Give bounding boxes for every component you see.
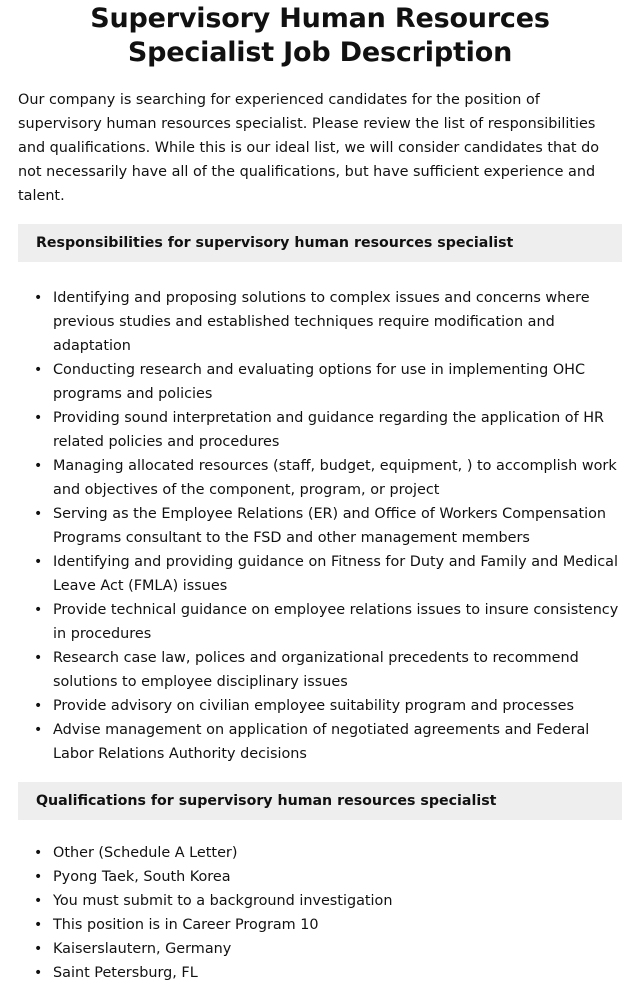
bullet-icon: • — [34, 458, 43, 474]
list-item — [18, 961, 622, 985]
bullet-icon: • — [34, 554, 43, 570]
responsibilities-list — [18, 286, 622, 766]
list-item-text: Managing allocated resources (staff, budget, equipment, ) to accomplish work and objectives of the component, program, or project — [53, 458, 617, 498]
list-item — [18, 841, 622, 865]
list-item-text: This position is in Career Program 10 — [53, 917, 319, 933]
list-item-text: You must submit to a background investigation — [53, 893, 393, 909]
list-item-text: Conducting research and evaluating options for use in implementing OHC programs and policies — [53, 362, 586, 402]
bullet-icon: • — [34, 410, 43, 426]
list-item-text: Providing sound interpretation and guidance regarding the application of HR related policies and procedures — [53, 410, 605, 450]
bullet-icon: • — [34, 290, 43, 306]
qualifications-heading-text: Qualifications for supervisory human resources specialist — [36, 793, 497, 809]
qualifications-list — [18, 841, 622, 985]
bullet-icon: • — [34, 965, 43, 981]
list-item — [18, 646, 622, 694]
list-item — [18, 502, 622, 550]
bullet-icon: • — [34, 602, 43, 618]
list-item — [18, 598, 622, 646]
bullet-icon: • — [34, 698, 43, 714]
list-item — [18, 718, 622, 766]
list-item-text: Saint Petersburg, FL — [53, 965, 198, 981]
list-item-text: Pyong Taek, South Korea — [53, 869, 231, 885]
list-item — [18, 358, 622, 406]
bullet-icon: • — [34, 722, 43, 738]
responsibilities-heading — [18, 224, 622, 262]
list-item-text: Provide technical guidance on employee relations issues to insure consistency in procedures — [53, 602, 619, 642]
list-item — [18, 937, 622, 961]
list-item-text: Advise management on application of negotiated agreements and Federal Labor Relations Authority decisions — [53, 722, 590, 762]
page-title: Supervisory Human Resources Specialist Job Description — [90, 3, 550, 68]
responsibilities-heading-text: Responsibilities for supervisory human resources specialist — [36, 235, 514, 251]
bullet-icon: • — [34, 845, 43, 861]
bullet-icon: • — [34, 893, 43, 909]
list-item-text: Identifying and proposing solutions to complex issues and concerns where previous studies and established techniques require modification and adaptation — [53, 290, 590, 354]
list-item-text: Kaiserslautern, Germany — [53, 941, 232, 957]
list-item-text: Other (Schedule A Letter) — [53, 845, 238, 861]
list-item-text: Provide advisory on civilian employee suitability program and processes — [53, 698, 574, 714]
list-item-text: Serving as the Employee Relations (ER) and Office of Workers Compensation Programs consultant to the FSD and other management members — [53, 506, 607, 546]
bullet-icon: • — [34, 650, 43, 666]
bullet-icon: • — [34, 941, 43, 957]
bullet-icon: • — [34, 869, 43, 885]
list-item — [18, 865, 622, 889]
intro-paragraph: Our company is searching for experienced candidates for the position of supervisory human resources specialist. Please review the list of responsibilities and qualifications. While this is our ideal list, we will consider candidates that do not necessarily have all of the qualifications, but have sufficient experience and talent. — [18, 92, 600, 204]
list-item — [18, 550, 622, 598]
list-item — [18, 454, 622, 502]
bullet-icon: • — [34, 506, 43, 522]
qualifications-heading — [18, 782, 622, 820]
list-item — [18, 286, 622, 358]
list-item-text: Identifying and providing guidance on Fitness for Duty and Family and Medical Leave Act (FMLA) issues — [53, 554, 618, 594]
bullet-icon: • — [34, 362, 43, 378]
list-item — [18, 406, 622, 454]
list-item — [18, 694, 622, 718]
list-item — [18, 913, 622, 937]
list-item — [18, 889, 622, 913]
list-item-text: Research case law, polices and organizational precedents to recommend solutions to employee disciplinary issues — [53, 650, 579, 690]
bullet-icon: • — [34, 917, 43, 933]
